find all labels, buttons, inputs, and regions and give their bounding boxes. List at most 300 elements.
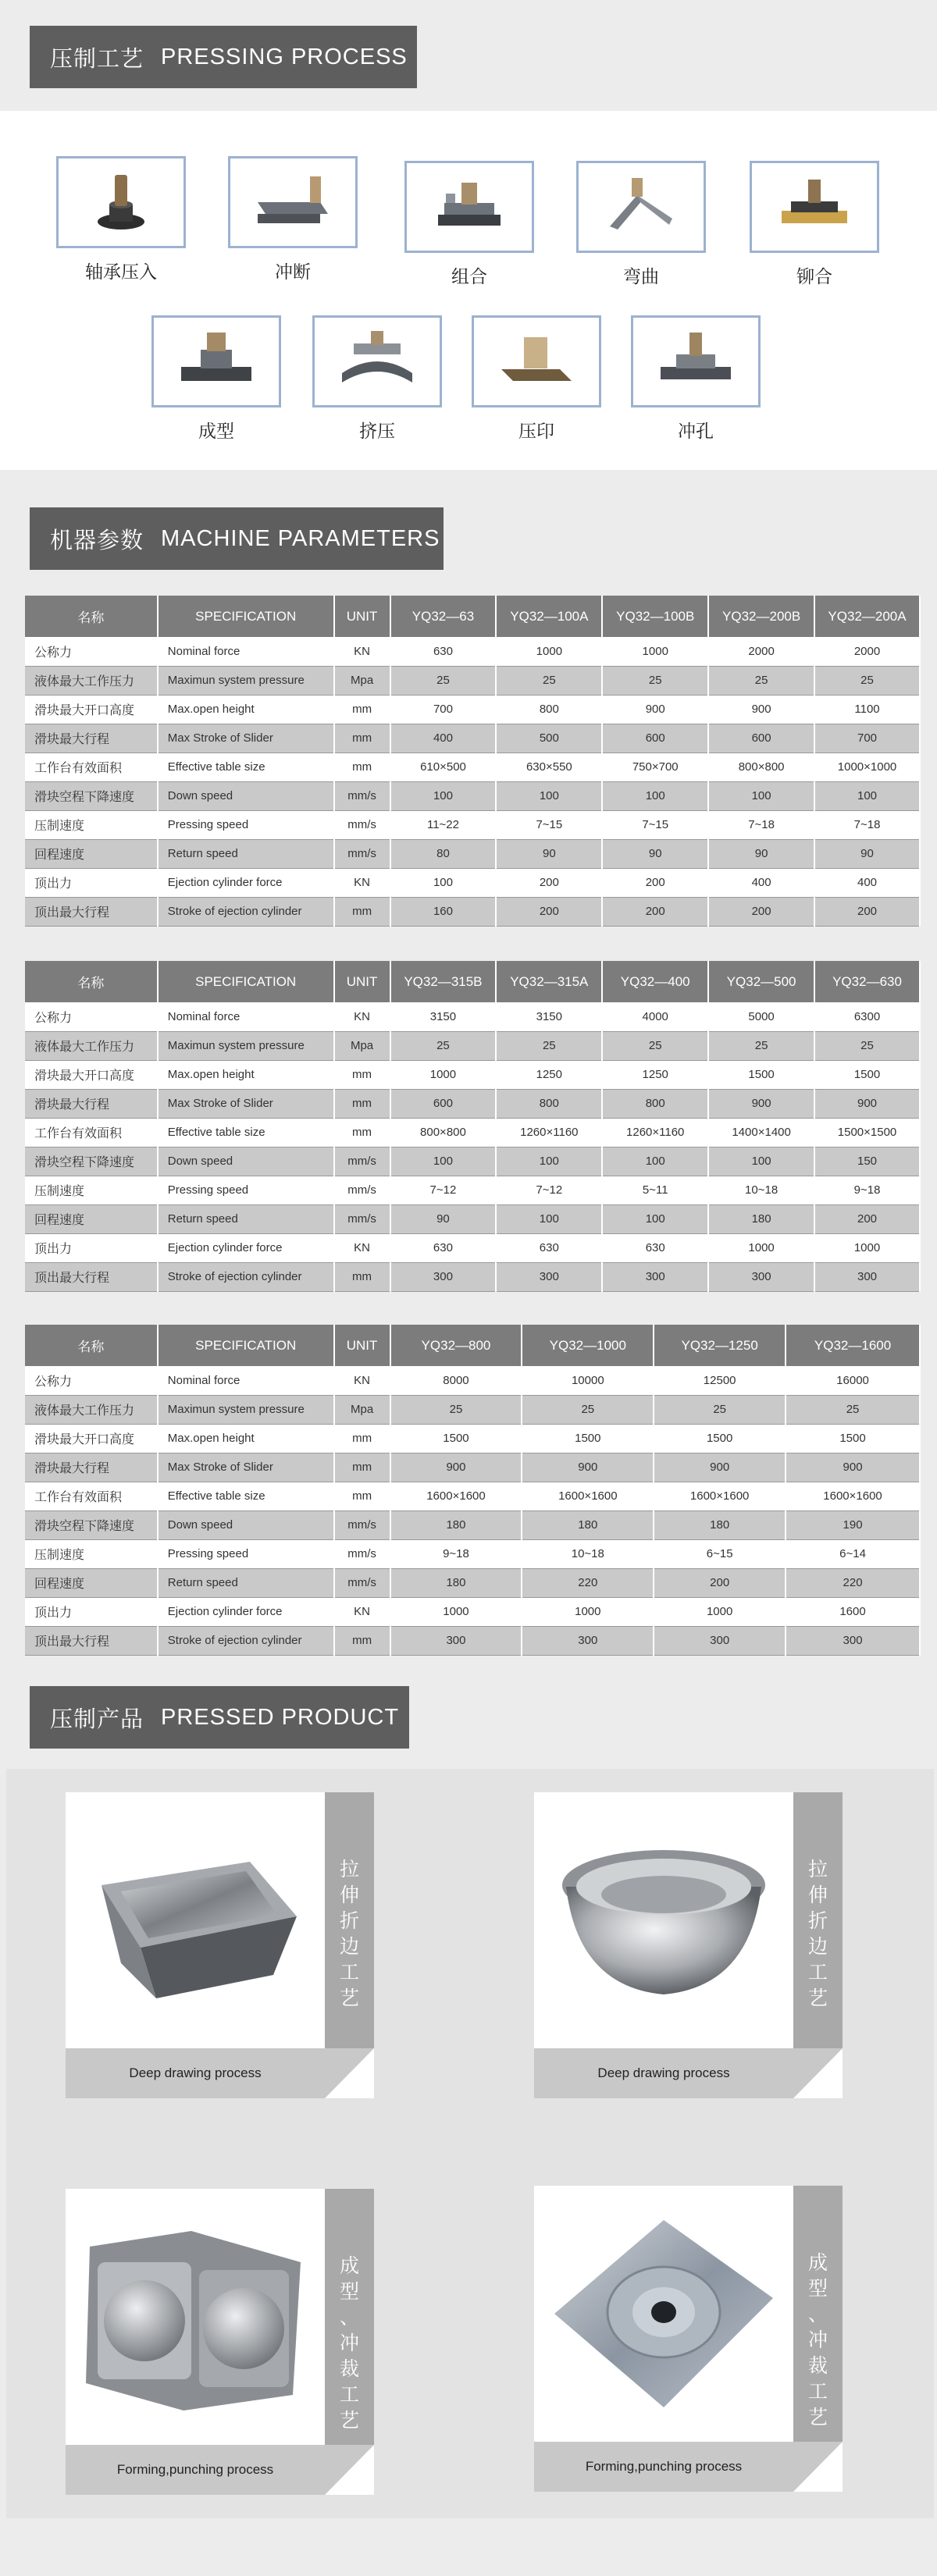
param-unit: mm/s [334,810,390,839]
table-row [25,1002,920,1031]
param-unit: mm [334,753,390,781]
corner-fold-icon [793,2442,843,2492]
param-unit: mm [334,897,390,926]
table-row [25,1118,920,1147]
param-name-en: Effective table size [158,753,334,781]
param-value: 7~18 [708,810,814,839]
param-value: 3150 [390,1002,497,1031]
param-value: 300 [708,1262,814,1291]
param-value: 100 [602,781,708,810]
product-process-side-label: 拉 伸 折 边 工 艺 [793,1792,843,2048]
param-value: 90 [390,1204,497,1233]
process-item-cut-off [228,156,358,283]
param-value: 90 [708,839,814,868]
param-value: 1400×1400 [708,1118,814,1147]
process-label: 弯曲 [623,267,659,287]
param-value: 25 [390,1395,522,1424]
product-caption: Deep drawing process [534,2048,793,2098]
param-name-en: Return speed [158,1568,334,1597]
param-value: 200 [602,897,708,926]
param-value: 1500 [708,1060,814,1089]
param-value: 900 [708,695,814,724]
param-unit: mm [334,695,390,724]
table-row [25,1089,920,1118]
param-unit: mm [334,1424,390,1453]
param-unit: mm [334,1060,390,1089]
header-model: YQ32—200B [708,596,814,637]
corner-fold-icon [325,2048,374,2098]
param-value: 160 [390,897,497,926]
param-value: 800 [602,1089,708,1118]
param-value: 25 [602,1031,708,1060]
param-value: 1500 [814,1060,920,1089]
header-model: YQ32—630 [814,961,920,1002]
param-value: 90 [602,839,708,868]
param-value: 1000 [522,1597,654,1626]
header-model: YQ32—800 [390,1325,522,1366]
pressing-process-panel [0,111,937,470]
param-name-cn: 公称力 [25,1002,158,1031]
param-value: 200 [654,1568,786,1597]
header-specification: SPECIFICATION [158,596,334,637]
table-row [25,1424,920,1453]
param-value: 6300 [814,1002,920,1031]
param-unit: KN [334,1366,390,1395]
param-value: 1500 [654,1424,786,1453]
table-row [25,1626,920,1655]
param-value: 1600×1600 [390,1482,522,1510]
machine-title-cn: 机器参数 [50,526,144,553]
param-value: 900 [654,1453,786,1482]
param-unit: mm [334,1482,390,1510]
table-row [25,1597,920,1626]
param-name-en: Ejection cylinder force [158,1233,334,1262]
param-value: 90 [496,839,602,868]
param-name-en: Maximun system pressure [158,1395,334,1424]
param-unit: mm [334,1262,390,1291]
machine-section-header [30,507,444,570]
param-name-cn: 顶出最大行程 [25,1626,158,1655]
param-name-en: Max Stroke of Slider [158,1089,334,1118]
param-value: 300 [654,1626,786,1655]
header-model: YQ32—315B [390,961,497,1002]
param-value: 600 [708,724,814,753]
param-name-en: Effective table size [158,1118,334,1147]
header-name: 名称 [25,961,158,1002]
bending-icon [576,161,706,253]
param-value: 1000×1000 [814,753,920,781]
table-row [25,1262,920,1291]
param-unit: KN [334,637,390,666]
product-title-cn: 压制产品 [50,1705,144,1732]
param-value: 200 [602,868,708,897]
param-value: 220 [786,1568,920,1597]
table-row [25,724,920,753]
table-header-row [25,961,920,1002]
product-card [534,1792,843,2098]
punching-icon [631,315,761,407]
param-value: 25 [390,666,497,695]
param-value: 1000 [708,1233,814,1262]
param-value: 100 [602,1147,708,1176]
param-unit: mm/s [334,1204,390,1233]
product-caption: Forming,punching process [534,2442,793,2492]
param-value: 100 [496,1147,602,1176]
param-unit: mm [334,724,390,753]
param-value: 300 [814,1262,920,1291]
param-value: 700 [814,724,920,753]
param-value: 610×500 [390,753,497,781]
param-name-cn: 滑块最大行程 [25,724,158,753]
header-name: 名称 [25,1325,158,1366]
param-unit: KN [334,1233,390,1262]
header-unit: UNIT [334,961,390,1002]
param-value: 900 [390,1453,522,1482]
param-value: 400 [708,868,814,897]
param-value: 600 [602,724,708,753]
header-name: 名称 [25,596,158,637]
process-label: 冲孔 [678,422,714,442]
param-value: 900 [522,1453,654,1482]
forming-icon [151,315,281,407]
extrusion-icon [312,315,442,407]
param-value: 1260×1160 [602,1118,708,1147]
param-unit: mm/s [334,1568,390,1597]
stainless-tank-panels-image [66,2189,325,2445]
process-label: 压印 [518,422,554,442]
param-value: 800×800 [708,753,814,781]
param-name-cn: 滑块空程下降速度 [25,1147,158,1176]
param-value: 1000 [814,1233,920,1262]
param-name-cn: 液体最大工作压力 [25,1395,158,1424]
product-process-side-label: 拉 伸 折 边 工 艺 [325,1792,374,2048]
bearing-press-icon [56,156,186,248]
param-value: 190 [786,1510,920,1539]
table-row [25,1147,920,1176]
table-row [25,753,920,781]
param-value: 7~18 [814,810,920,839]
param-name-cn: 滑块空程下降速度 [25,1510,158,1539]
riveting-icon [750,161,879,253]
param-value: 25 [814,666,920,695]
param-value: 1000 [390,1060,497,1089]
param-name-cn: 顶出力 [25,868,158,897]
param-value: 100 [602,1204,708,1233]
param-value: 900 [786,1453,920,1482]
corner-fold-icon [793,2048,843,2098]
param-value: 750×700 [602,753,708,781]
param-name-en: Down speed [158,1147,334,1176]
param-value: 1100 [814,695,920,724]
param-name-cn: 滑块最大行程 [25,1453,158,1482]
param-value: 300 [496,1262,602,1291]
param-value: 180 [390,1510,522,1539]
product-caption: Forming,punching process [66,2445,325,2495]
param-name-cn: 压制速度 [25,810,158,839]
table-row [25,637,920,666]
param-value: 25 [654,1395,786,1424]
param-unit: Mpa [334,1031,390,1060]
param-value: 180 [522,1510,654,1539]
param-value: 1000 [654,1597,786,1626]
param-value: 11~22 [390,810,497,839]
param-value: 90 [814,839,920,868]
param-value: 7~15 [602,810,708,839]
param-name-cn: 回程速度 [25,1568,158,1597]
param-value: 9~18 [814,1176,920,1204]
param-value: 100 [708,1147,814,1176]
param-value: 25 [708,1031,814,1060]
param-value: 7~12 [390,1176,497,1204]
table-row [25,1395,920,1424]
parameter-table-2 [25,961,921,1292]
param-unit: KN [334,1597,390,1626]
param-value: 200 [814,1204,920,1233]
param-name-en: Pressing speed [158,1539,334,1568]
param-name-en: Down speed [158,781,334,810]
param-name-en: Stroke of ejection cylinder [158,897,334,926]
param-value: 150 [814,1147,920,1176]
table-row [25,839,920,868]
table-row [25,1539,920,1568]
header-unit: UNIT [334,596,390,637]
param-name-en: Max.open height [158,1424,334,1453]
table-row [25,1482,920,1510]
param-value: 800×800 [390,1118,497,1147]
param-name-en: Pressing speed [158,810,334,839]
param-value: 100 [814,781,920,810]
process-label: 铆合 [796,267,832,287]
header-model: YQ32—200A [814,596,920,637]
param-value: 1500 [390,1424,522,1453]
table-row [25,1453,920,1482]
round-stainless-bowl-image [534,1792,793,2048]
pressing-title-en: PRESSING PROCESS [161,44,408,69]
param-name-en: Ejection cylinder force [158,868,334,897]
param-value: 5~11 [602,1176,708,1204]
param-value: 300 [786,1626,920,1655]
param-unit: mm [334,1089,390,1118]
param-value: 16000 [786,1366,920,1395]
product-process-side-label: 成 型 、 冲 裁 工 艺 [793,2186,843,2442]
process-item-extrusion [312,315,442,443]
param-name-cn: 公称力 [25,1366,158,1395]
header-model: YQ32—315A [496,961,602,1002]
process-label: 冲断 [275,262,311,283]
param-unit: mm/s [334,1539,390,1568]
process-item-assembly [404,161,534,288]
process-label: 成型 [198,422,234,442]
param-value: 7~15 [496,810,602,839]
param-name-en: Return speed [158,1204,334,1233]
punched-steel-plate-image [534,2186,793,2442]
param-name-cn: 滑块最大开口高度 [25,1060,158,1089]
param-unit: mm [334,1453,390,1482]
param-value: 220 [522,1568,654,1597]
cut-off-icon [228,156,358,248]
param-name-en: Ejection cylinder force [158,1597,334,1626]
param-value: 100 [708,781,814,810]
param-name-cn: 压制速度 [25,1539,158,1568]
param-value: 1600×1600 [654,1482,786,1510]
param-name-cn: 工作台有效面积 [25,1118,158,1147]
header-specification: SPECIFICATION [158,1325,334,1366]
param-unit: mm/s [334,1510,390,1539]
param-value: 1000 [496,637,602,666]
param-value: 100 [496,781,602,810]
param-value: 10~18 [708,1176,814,1204]
header-model: YQ32—100B [602,596,708,637]
param-unit: mm [334,1118,390,1147]
header-model: YQ32—1250 [654,1325,786,1366]
table-row [25,1366,920,1395]
param-unit: mm/s [334,781,390,810]
param-value: 9~18 [390,1539,522,1568]
table-row [25,666,920,695]
product-card [534,2186,843,2492]
product-title-en: PRESSED PRODUCT [161,1704,400,1730]
param-value: 900 [708,1089,814,1118]
parameter-table-3 [25,1325,921,1656]
param-name-cn: 工作台有效面积 [25,1482,158,1510]
param-unit: mm/s [334,1147,390,1176]
param-unit: mm [334,1626,390,1655]
param-name-en: Max Stroke of Slider [158,724,334,753]
assembly-icon [404,161,534,253]
table-row [25,1510,920,1539]
param-value: 3150 [496,1002,602,1031]
header-specification: SPECIFICATION [158,961,334,1002]
param-name-en: Max.open height [158,695,334,724]
param-value: 1500 [522,1424,654,1453]
param-name-cn: 顶出最大行程 [25,897,158,926]
table-header-row [25,596,920,637]
param-value: 800 [496,695,602,724]
param-unit: mm/s [334,1176,390,1204]
param-name-en: Max.open height [158,1060,334,1089]
param-value: 1000 [390,1597,522,1626]
param-name-cn: 滑块最大行程 [25,1089,158,1118]
param-value: 25 [602,666,708,695]
param-value: 180 [390,1568,522,1597]
machine-title-en: MACHINE PARAMETERS [161,525,440,551]
param-name-en: Effective table size [158,1482,334,1510]
param-value: 900 [602,695,708,724]
pressed-product-panel [6,1769,934,2518]
param-name-en: Pressing speed [158,1176,334,1204]
param-value: 200 [496,897,602,926]
parameter-table-1 [25,596,921,927]
process-label: 轴承压入 [85,262,157,283]
param-unit: KN [334,868,390,897]
param-value: 25 [390,1031,497,1060]
table-row [25,695,920,724]
table-row [25,1176,920,1204]
param-name-cn: 滑块最大开口高度 [25,1424,158,1453]
param-value: 630 [496,1233,602,1262]
param-name-cn: 顶出力 [25,1597,158,1626]
param-value: 25 [708,666,814,695]
param-value: 1600×1600 [786,1482,920,1510]
pressing-title-cn: 压制工艺 [50,44,144,72]
param-value: 900 [814,1089,920,1118]
param-name-en: Nominal force [158,637,334,666]
product-card [66,2189,374,2495]
header-model: YQ32—500 [708,961,814,1002]
param-name-cn: 液体最大工作压力 [25,666,158,695]
param-value: 600 [390,1089,497,1118]
param-value: 4000 [602,1002,708,1031]
process-item-bearing-press [56,156,186,283]
param-value: 100 [496,1204,602,1233]
param-value: 180 [708,1204,814,1233]
param-name-cn: 压制速度 [25,1176,158,1204]
param-value: 6~15 [654,1539,786,1568]
header-unit: UNIT [334,1325,390,1366]
rectangular-stainless-tray-image [66,1792,325,2048]
table-row [25,897,920,926]
embossing-icon [472,315,601,407]
table-header-row [25,1325,920,1366]
param-value: 630 [390,637,497,666]
param-unit: mm/s [334,839,390,868]
param-value: 300 [390,1626,522,1655]
process-label: 组合 [451,267,487,287]
header-model: YQ32—400 [602,961,708,1002]
param-value: 300 [522,1626,654,1655]
param-value: 1600×1600 [522,1482,654,1510]
param-value: 1250 [496,1060,602,1089]
param-value: 630×550 [496,753,602,781]
param-unit: KN [334,1002,390,1031]
param-value: 100 [390,1147,497,1176]
param-value: 1260×1160 [496,1118,602,1147]
product-caption: Deep drawing process [66,2048,325,2098]
product-section-header [30,1686,409,1749]
param-name-en: Stroke of ejection cylinder [158,1626,334,1655]
param-value: 25 [496,1031,602,1060]
param-value: 1500×1500 [814,1118,920,1147]
process-item-riveting [750,161,879,288]
param-name-en: Maximun system pressure [158,1031,334,1060]
param-name-en: Nominal force [158,1002,334,1031]
param-value: 1250 [602,1060,708,1089]
param-value: 300 [390,1262,497,1291]
param-value: 8000 [390,1366,522,1395]
param-value: 25 [522,1395,654,1424]
param-value: 630 [602,1233,708,1262]
header-model: YQ32—63 [390,596,497,637]
table-row [25,1031,920,1060]
process-item-forming [151,315,281,443]
table-row [25,1060,920,1089]
param-name-en: Nominal force [158,1366,334,1395]
param-name-cn: 回程速度 [25,839,158,868]
param-value: 7~12 [496,1176,602,1204]
param-value: 400 [390,724,497,753]
param-value: 12500 [654,1366,786,1395]
product-card [66,1792,374,2098]
param-name-cn: 公称力 [25,637,158,666]
table-row [25,1204,920,1233]
header-model: YQ32—1600 [786,1325,920,1366]
param-name-cn: 回程速度 [25,1204,158,1233]
param-name-en: Stroke of ejection cylinder [158,1262,334,1291]
param-unit: Mpa [334,666,390,695]
pressing-section-header [30,26,417,88]
param-value: 700 [390,695,497,724]
process-item-punching [631,315,761,443]
